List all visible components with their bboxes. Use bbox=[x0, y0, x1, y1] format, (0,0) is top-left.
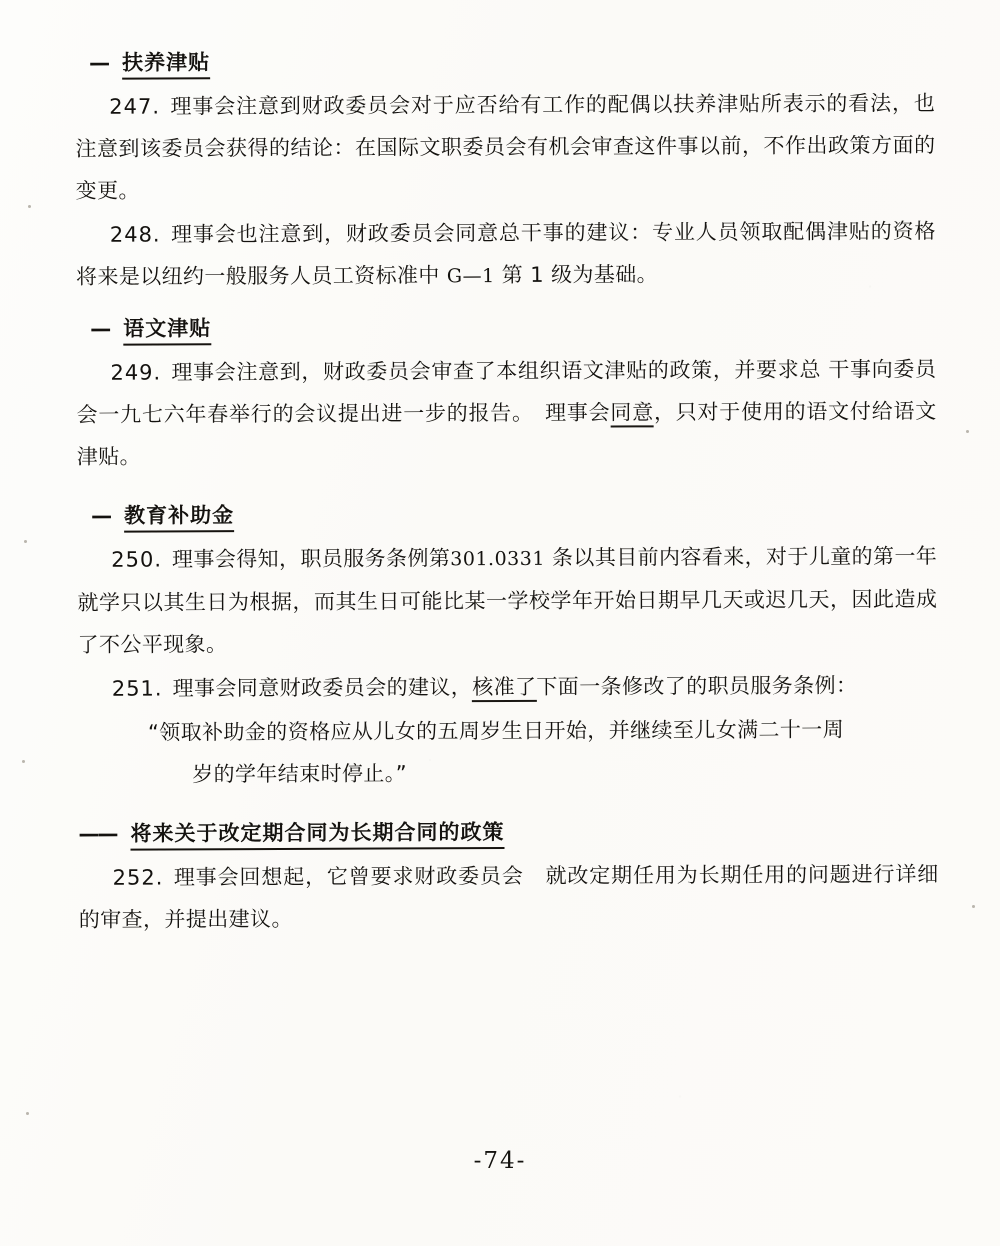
paragraph-text-before: 理事会也注意到，财政委员会同意总干事的建议：专业人员领取配偶津贴的资格将来是以纽约一般服务人员工资标准中 bbox=[75, 219, 936, 289]
heading-text: 教育补助金 bbox=[124, 499, 234, 532]
em-dash-icon: —— bbox=[78, 821, 117, 846]
paragraph-number: 251. bbox=[111, 676, 163, 701]
rule-number: 301.0331 bbox=[450, 547, 545, 571]
paragraph-number: 250. bbox=[111, 547, 163, 572]
page-number: -74- bbox=[473, 1148, 527, 1174]
paragraph-249 bbox=[76, 348, 937, 478]
section-heading-contract-policy bbox=[78, 814, 938, 851]
heading-text: 语文津贴 bbox=[123, 312, 211, 345]
paragraph-number: 247. bbox=[109, 94, 161, 119]
quote-line-1: “领取补助金的资格应从儿女的五周岁生日开始，并继续至儿女满二十一周 bbox=[147, 717, 845, 745]
paragraph-text: 理事会回想起，它曾要求财政委员会 就改定期任用为长期任用的问题进行详细的审查，并提出建议。 bbox=[78, 862, 939, 932]
em-dash-icon: — bbox=[90, 503, 111, 528]
heading-text: 扶养津贴 bbox=[122, 46, 210, 79]
underlined-phrase: 同意 bbox=[610, 400, 654, 427]
block-quote-amended-rule bbox=[78, 708, 938, 796]
section-heading-education-grant bbox=[91, 496, 937, 533]
paragraph-250 bbox=[77, 535, 938, 666]
section-heading-dependency-allowance bbox=[89, 43, 935, 80]
paragraph-252 bbox=[79, 853, 939, 941]
paragraph-text: 理事会注意到财政委员会对于应否给有工作的配偶以扶养津贴所表示的看法，也注意到该委员会获得的结论：在国际文职委员会有机会审查这件事以前，不作出政策方面的变更。 bbox=[75, 91, 936, 203]
paragraph-text-after: 下面一条修改了的职员服务条例： bbox=[536, 673, 858, 699]
section-heading-language-allowance bbox=[90, 309, 936, 346]
underlined-phrase: 核准了 bbox=[472, 675, 536, 702]
paragraph-text-after: ，只对于使用的语文付给语文津贴。 bbox=[76, 399, 937, 469]
paragraph-text-after: 条以其目前内容看来，对于儿童的第一年就学只以其生日为根据，而其生日可能比某一学校学年开始日期早几天或迟几天，因此造成了不公平现象。 bbox=[77, 544, 938, 657]
paragraph-number: 248. bbox=[109, 222, 161, 247]
heading-text: 将来关于改定期合同为长期合同的政策 bbox=[130, 816, 504, 851]
paragraph-text-before: 理事会同意财政委员会的建议， bbox=[172, 675, 473, 701]
paragraph-text-before: 理事会得知，职员服务条例第 bbox=[171, 546, 451, 572]
document-body bbox=[75, 43, 939, 943]
paragraph-text-after: 第 1 级为基础。 bbox=[494, 262, 659, 288]
paragraph-248 bbox=[76, 210, 936, 299]
paragraph-247 bbox=[75, 82, 936, 212]
grade-code: G—1 bbox=[446, 265, 495, 288]
paragraph-number: 252. bbox=[112, 865, 164, 890]
paragraph-251 bbox=[78, 664, 938, 710]
em-dash-icon: — bbox=[89, 50, 109, 75]
paragraph-text-before: 理事会注意到，财政委员会审查了本组织语文津贴的政策，并要求总 干事向委员会一九七六年春举行的会议提出进一步的报告。 理事会 bbox=[76, 357, 937, 427]
quote-line-2: 岁的学年结束时停止。” bbox=[192, 761, 408, 787]
em-dash-icon: — bbox=[90, 316, 110, 341]
paragraph-number: 249. bbox=[110, 360, 162, 385]
